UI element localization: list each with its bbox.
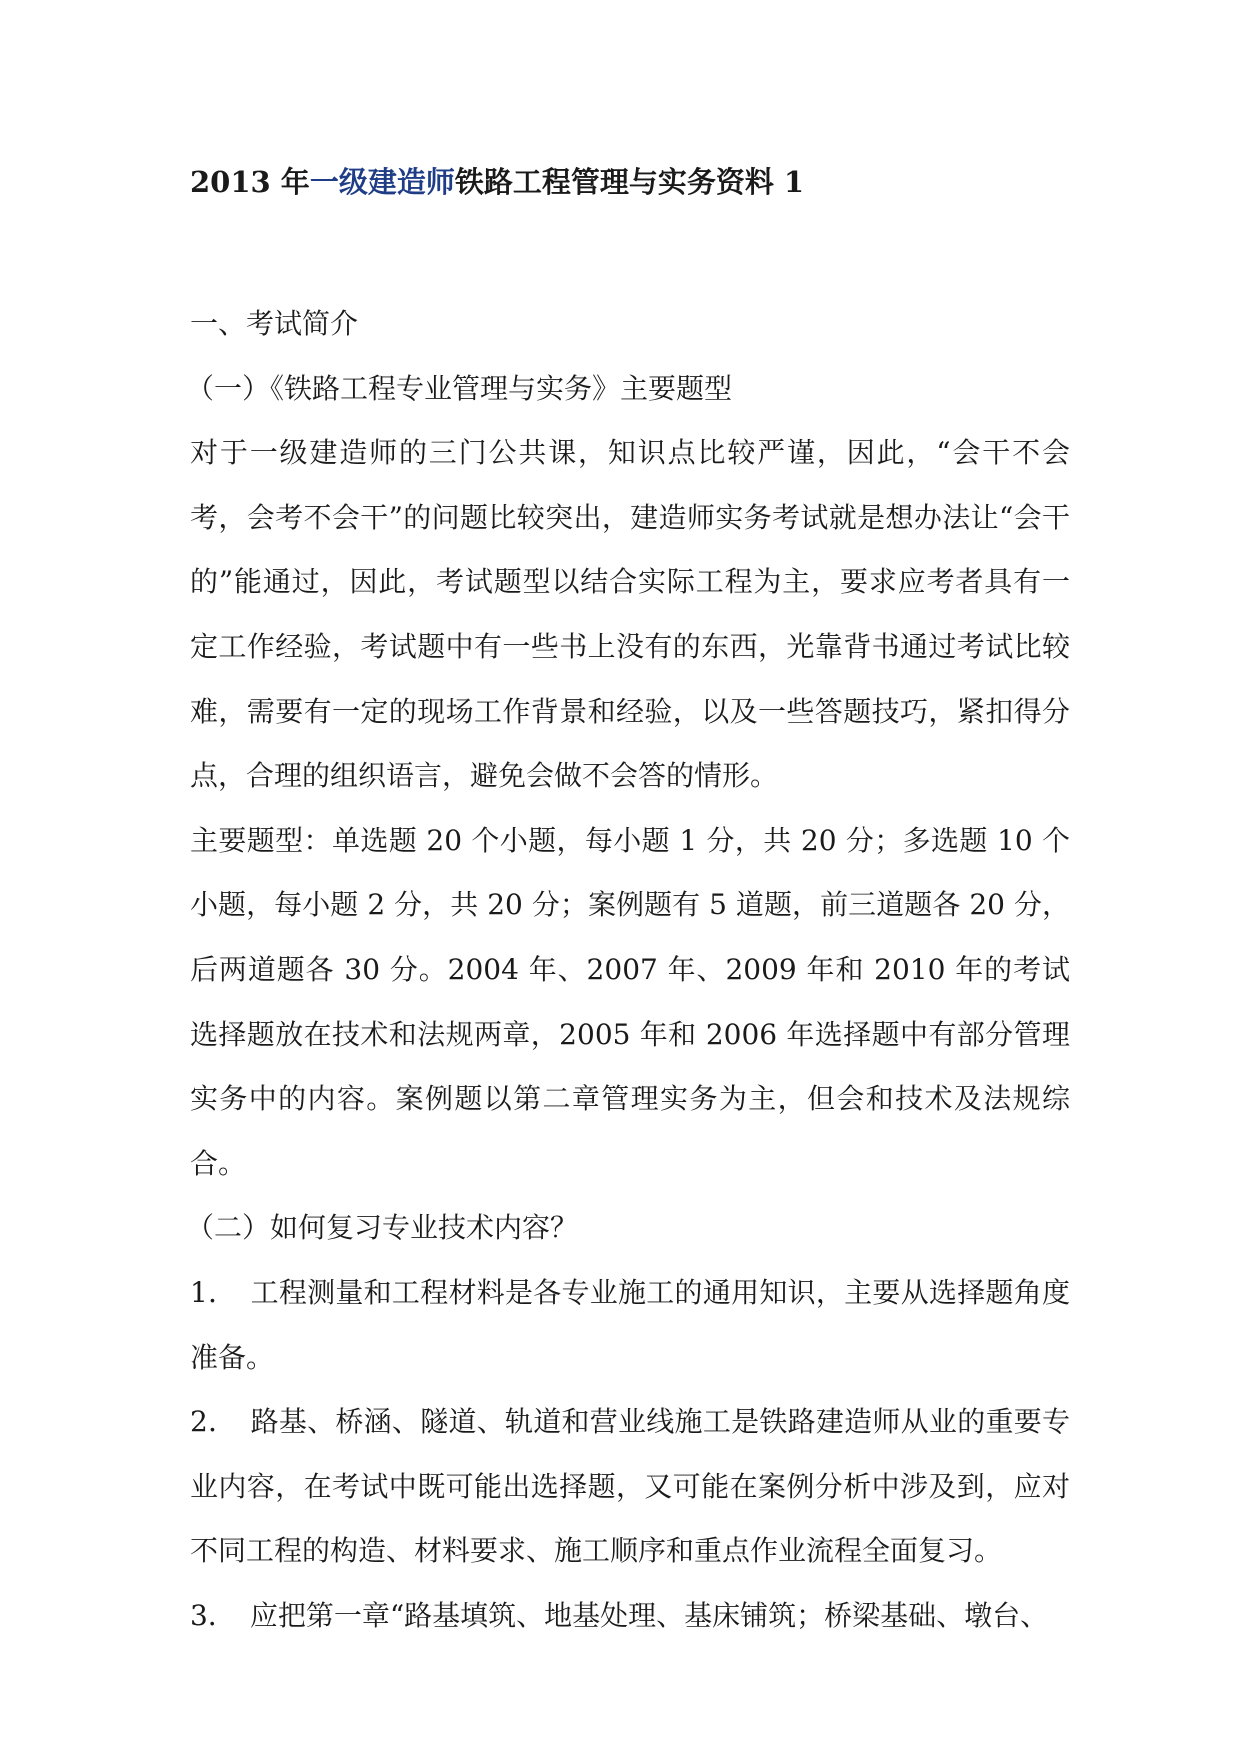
document-body xyxy=(186,292,1070,1648)
title-subject: 铁路工程管理与实务资料 1 xyxy=(454,165,805,199)
subsection-heading-review-method: （二）如何复习专业技术内容？ xyxy=(186,1211,579,1245)
list-item-1: 1． 工程测量和工程材料是各专业施工的通用知识，主要从选择题角度准备。 xyxy=(190,1275,1070,1374)
document-title xyxy=(190,160,804,204)
list-item-3: 3． 应把第一章“路基填筑、地基处理、基床铺筑；桥梁基础、墩台、 xyxy=(190,1598,1049,1632)
list-item-2: 2． 路基、桥涵、隧道、轨道和营业线施工是铁路建造师从业的重要专业内容，在考试中既可能出选择题，又可能在案例分析中涉及到，应对不同工程的构造、材料要求、施工顺序和重点作业流程全面复习。 xyxy=(190,1405,1070,1568)
title-year: 2013 年 xyxy=(190,165,310,199)
title-link-constructor[interactable]: 一级建造师 xyxy=(309,165,455,199)
paragraph-question-types: 主要题型：单选题 20 个小题，每小题 1 分，共 20 分；多选题 10 个小题，每小题 2 分，共 20 分；案例题有 5 道题，前三道题各 20 分，后两道题各 30 分。2004 年、2007 年、2009 年和 2010 年的考试选择题放在技术和法规两章，2005 年和 2006 年选择题中有部分管理实务中的内容。案例题以第二章管理实务为主，但会和技术及法规综合。 xyxy=(190,823,1070,1180)
subsection-heading-question-types: （一）《铁路工程专业管理与实务》主要题型 xyxy=(186,371,733,405)
section-heading-exam-intro: 一、考试简介 xyxy=(190,307,359,340)
paragraph-exam-overview: 对于一级建造师的三门公共课，知识点比较严谨，因此，“会干不会考，会考不会干”的问题比较突出，建造师实务考试就是想办法让“会干的”能通过，因此，考试题型以结合实际工程为主，要求应考者具有一定工作经验，考试题中有一些书上没有的东西，光靠背书通过考试比较难，需要有一定的现场工作背景和经验，以及一些答题技巧，紧扣得分点，合理的组织语言，避免会做不会答的情形。 xyxy=(190,436,1070,793)
